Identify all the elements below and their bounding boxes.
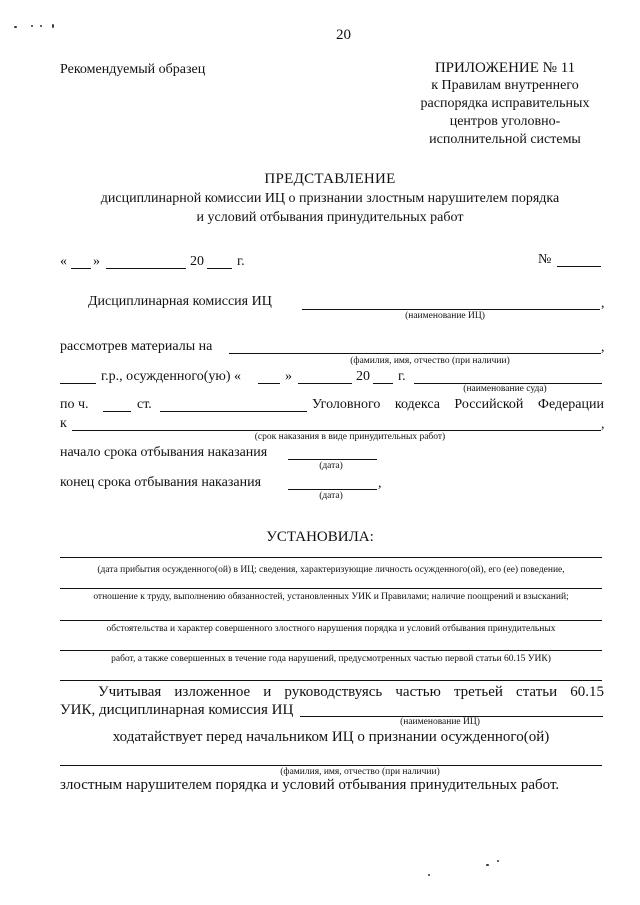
- sentence-month-field[interactable]: [298, 383, 352, 384]
- comma: ,: [601, 417, 605, 432]
- conclusion-name-caption: (фамилия, имя, отчество (при наличии): [280, 767, 440, 777]
- year-field[interactable]: [207, 268, 232, 269]
- established-caption: отношение к труду, выполнению обязанностей, установленных УИК и Правилами; наличие поощрений и взысканий;: [93, 592, 569, 602]
- established-field[interactable]: [60, 588, 602, 589]
- birth-year-field[interactable]: [60, 383, 96, 384]
- birth-year-prefix: 20: [356, 369, 370, 384]
- comma: ,: [601, 340, 605, 355]
- reviewed-caption: (фамилия, имя, отчество (при наличии): [350, 356, 510, 366]
- established-caption: обстоятельства и характер совершенного злостного нарушения порядка и условий отбывания принудительных: [106, 624, 556, 634]
- part-field[interactable]: [103, 411, 131, 412]
- established-field[interactable]: [60, 620, 602, 621]
- sentence-year-field[interactable]: [373, 383, 393, 384]
- scan-speck: [428, 874, 430, 876]
- document-title: [40, 170, 620, 227]
- sentence-day-field[interactable]: [258, 383, 280, 384]
- title-subtitle: и условий отбывания принудительных работ: [196, 210, 464, 225]
- end-label: конец срока отбывания наказания: [60, 475, 262, 490]
- year-prefix: 20: [190, 254, 204, 269]
- comma: ,: [378, 476, 382, 491]
- conclusion-line: Учитывая изложенное и руководствуясь частью третьей статьи 60.15: [98, 684, 604, 700]
- established-field[interactable]: [60, 557, 602, 558]
- commission-label: Дисциплинарная комиссия ИЦ: [88, 294, 272, 309]
- commission-name-field[interactable]: [302, 309, 600, 310]
- established-heading: УСТАНОВИЛА:: [266, 529, 374, 545]
- appendix-line: распорядка исправительных: [420, 96, 590, 111]
- appendix-block: [410, 59, 600, 149]
- conclusion-petition: ходатайствует перед начальником ИЦ о признании осужденного(ой): [112, 729, 550, 745]
- birth-year-suffix: г.: [398, 369, 406, 384]
- appendix-title: ПРИЛОЖЕНИЕ № 11: [434, 60, 576, 76]
- conclusion-name-field[interactable]: [60, 765, 602, 766]
- start-caption: (дата): [319, 461, 343, 471]
- day-field[interactable]: [71, 268, 91, 269]
- k-label: к: [60, 416, 67, 431]
- sentence-caption: (срок наказания в виде принудительных работ): [254, 432, 446, 442]
- end-date-field[interactable]: [288, 489, 377, 490]
- code-label: Уголовного кодекса Российской Федерации: [312, 397, 604, 412]
- recommended-sample: Рекомендуемый образец: [60, 62, 206, 77]
- start-date-field[interactable]: [288, 459, 377, 460]
- established-field[interactable]: [60, 650, 602, 651]
- appendix-line: центров уголовно-: [449, 114, 561, 129]
- scan-speck: [486, 864, 489, 866]
- start-label: начало срока отбывания наказания: [60, 445, 268, 460]
- page-number: 20: [336, 27, 351, 43]
- conclusion-commission-label: УИК, дисциплинарная комиссия ИЦ: [60, 702, 294, 718]
- number-field[interactable]: [557, 266, 601, 267]
- conclusion-commission-caption: (наименование ИЦ): [400, 717, 480, 727]
- number-sign: №: [538, 252, 552, 267]
- birth-label: г.р., осужденного(ую) «: [101, 369, 242, 384]
- scan-speck: [52, 24, 54, 28]
- sentence-term-field[interactable]: [72, 430, 601, 431]
- established-field[interactable]: [60, 680, 602, 681]
- appendix-line: исполнительной системы: [429, 132, 581, 147]
- article-field[interactable]: [160, 411, 307, 412]
- court-caption: (наименование суда): [463, 384, 547, 394]
- conclusion-final: злостным нарушителем порядка и условий отбывания принудительных работ.: [60, 777, 560, 793]
- quote-close: »: [93, 254, 100, 269]
- quote-open: «: [60, 254, 67, 269]
- scan-speck: [497, 860, 499, 862]
- reviewed-label: рассмотрев материалы на: [60, 339, 213, 354]
- month-field[interactable]: [106, 268, 186, 269]
- end-caption: (дата): [319, 491, 343, 501]
- birth-quote-close: »: [285, 369, 292, 384]
- part-label: по ч.: [60, 397, 89, 412]
- established-caption: работ, а также совершенных в течение года нарушений, предусмотренных частью первой статьи 60.15 УИК): [111, 654, 551, 664]
- comma: ,: [601, 296, 605, 311]
- established-caption: (дата прибытия осужденного(ой) в ИЦ; сведения, характеризующие личность осужденного(ой), его (ее) поведение,: [97, 565, 565, 575]
- year-suffix: г.: [237, 254, 245, 269]
- title-heading: ПРЕДСТАВЛЕНИЕ: [264, 171, 396, 187]
- reviewed-name-field[interactable]: [229, 353, 601, 354]
- article-label: ст.: [137, 397, 152, 412]
- scan-speck: [31, 25, 33, 27]
- title-subtitle: дисциплинарной комиссии ИЦ о признании злостным нарушителем порядка: [100, 191, 560, 206]
- scan-speck: [40, 25, 42, 27]
- scan-speck: [14, 26, 17, 28]
- appendix-line: к Правилам внутреннего: [431, 78, 579, 93]
- commission-caption: (наименование ИЦ): [405, 311, 485, 321]
